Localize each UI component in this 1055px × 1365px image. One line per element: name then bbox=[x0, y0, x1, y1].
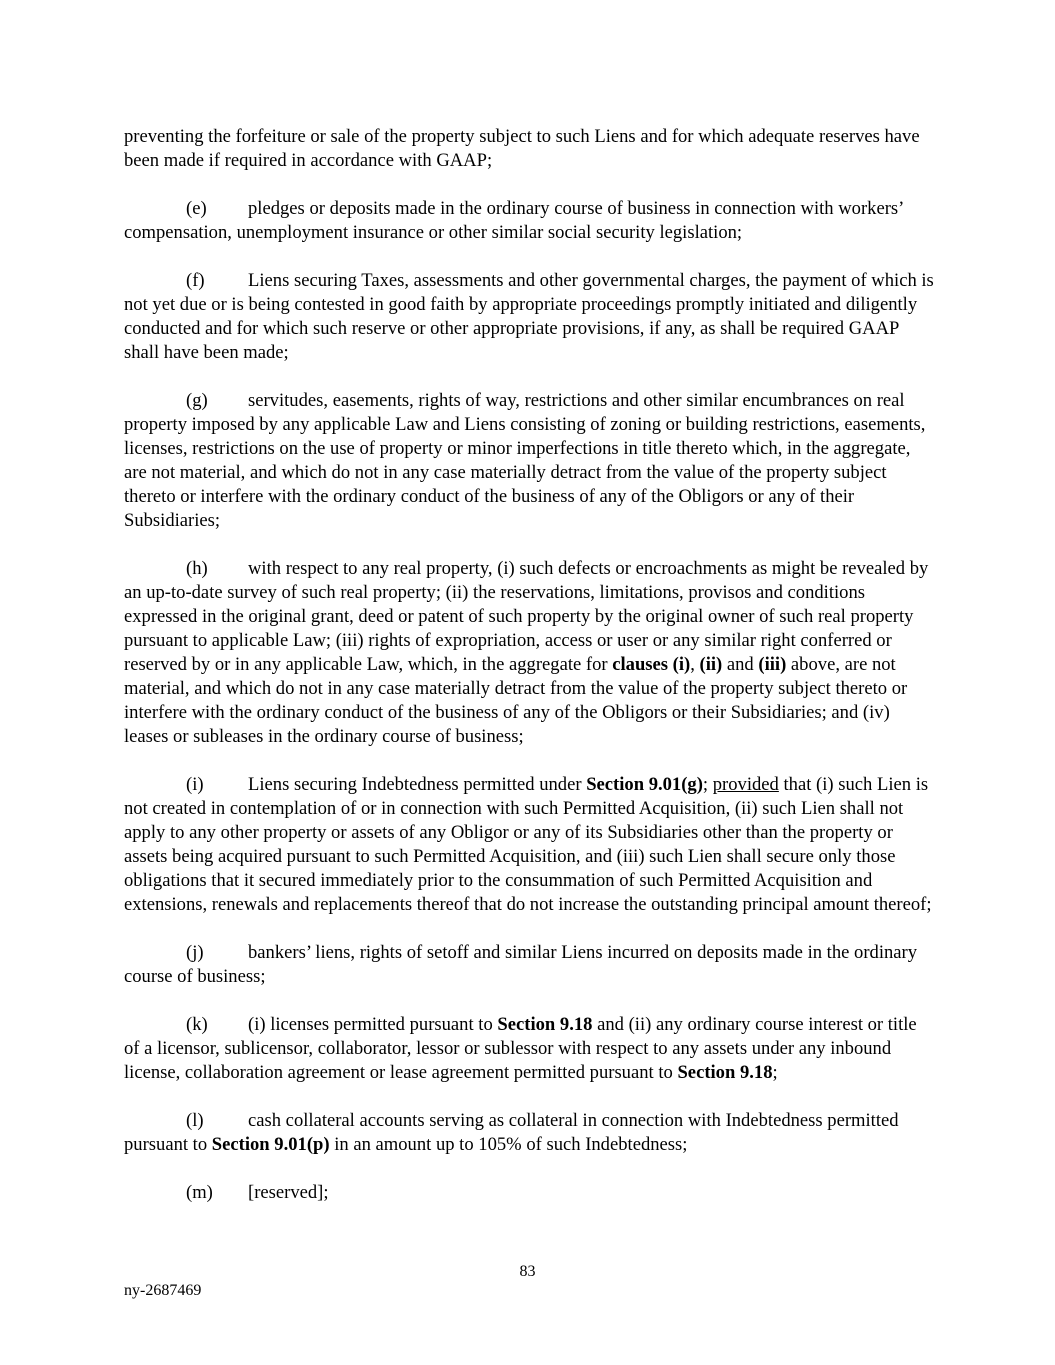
clause-text: above, are not material, and which do not in any case materially detract from the value of the property subject thereto or interfere with the ordinary conduct of the business of any of the Obligors or their Subsidiaries; and (iv) leases or subleases in the ordinary course of business; bbox=[124, 654, 908, 747]
clause-label: (g) bbox=[186, 390, 208, 411]
clause-text: Liens securing Taxes, assessments and other governmental charges, the payment of which is not yet due or is being contested in good faith by appropriate proceedings promptly initiated and diligently conducted and for which such reserve or other appropriate provisions, if any, as shall be required GAAP shall have been made; bbox=[124, 270, 934, 363]
clause-label: (i) bbox=[186, 774, 204, 795]
clause-text: that (i) such Lien is not created in contemplation of or in connection with such Permitted Acquisition, (ii) such Lien shall not apply to any other property or assets of any Obligor or any of its Subsidiaries other than the property or assets being acquired pursuant to such Permitted Acquisition, and (iii) such Lien shall secure only those obligations that it secured immediately prior to the consummation of such Permitted Acquisition and extensions, renewals and replacements thereof that do not increase the outstanding principal amount thereof; bbox=[124, 774, 932, 915]
clause-label: (e) bbox=[186, 198, 207, 219]
clause-label: (m) bbox=[186, 1182, 213, 1203]
clause-text: cash collateral accounts serving as collateral in connection with Indebtedness permitted pursuant to bbox=[124, 1110, 899, 1155]
clause-m bbox=[124, 1181, 934, 1205]
clause-reference: clauses (i) bbox=[612, 654, 691, 675]
page-number: 83 bbox=[519, 1263, 536, 1280]
clause-f bbox=[124, 269, 934, 365]
clause-text: Liens securing Indebtedness permitted under bbox=[248, 774, 587, 795]
clause-label: (j) bbox=[186, 942, 204, 963]
section-reference: Section 9.01(g) bbox=[586, 774, 703, 795]
section-reference: Section 9.01(p) bbox=[211, 1134, 330, 1155]
clause-label: (f) bbox=[186, 270, 205, 291]
clause-text: and (ii) any ordinary course interest or title of a licensor, sublicensor, collaborator, lessor or sublessor with respect to any assets under any inbound license, collaboration agreement or lease agreement permitted pursuant to bbox=[124, 1014, 917, 1083]
clause-text: [reserved]; bbox=[248, 1182, 329, 1203]
clause-k bbox=[124, 1013, 934, 1085]
clause-reference: (iii) bbox=[758, 654, 787, 675]
clause-text: servitudes, easements, rights of way, restrictions and other similar encumbrances on real property imposed by any applicable Law and Liens consisting of zoning or building restrictions, easements, licenses, restrictions on the use of property or minor imperfections in title thereto which, in the aggregate, are not material, and which do not in any case materially detract from the value of the property subject thereto or interfere with the ordinary conduct of the business of any of the Obligors or any of their Subsidiaries; bbox=[124, 390, 926, 531]
paragraph-text: preventing the forfeiture or sale of the property subject to such Liens and for which adequate reserves have been made if required in accordance with GAAP; bbox=[124, 126, 920, 171]
clause-text: pledges or deposits made in the ordinary course of business in connection with workers’ compensation, unemployment insurance or other similar social security legislation; bbox=[124, 198, 903, 243]
paragraph-continuation bbox=[124, 125, 934, 173]
clause-text: and bbox=[722, 654, 759, 675]
document-id: ny-2687469 bbox=[124, 1282, 202, 1299]
clause-label: (k) bbox=[186, 1014, 208, 1035]
clause-l bbox=[124, 1109, 934, 1157]
section-reference: Section 9.18 bbox=[497, 1014, 593, 1035]
clause-text: with respect to any real property, (i) such defects or encroachments as might be revealed by an up-to-date survey of such real property; (ii) the reservations, limitations, provisos and conditions expressed in the original grant, deed or patent of such property by the original owner of such real property pursuant to applicable Law; (iii) rights of expropriation, access or user or any similar right conferred or reserved by or in any applicable Law, which, in the aggregate for bbox=[124, 558, 929, 675]
clause-label: (h) bbox=[186, 558, 208, 579]
clause-text: (i) licenses permitted pursuant to bbox=[248, 1014, 498, 1035]
clause-text: ; bbox=[772, 1062, 778, 1083]
clause-i bbox=[124, 773, 934, 917]
clause-g bbox=[124, 389, 934, 533]
clause-text: in an amount up to 105% of such Indebtedness; bbox=[329, 1134, 688, 1155]
clause-e bbox=[124, 197, 934, 245]
clause-h bbox=[124, 557, 934, 749]
section-reference: Section 9.18 bbox=[677, 1062, 773, 1083]
clause-text: bankers’ liens, rights of setoff and similar Liens incurred on deposits made in the ordinary course of business; bbox=[124, 942, 918, 987]
clause-reference: (ii) bbox=[699, 654, 723, 675]
clause-j bbox=[124, 941, 934, 989]
clause-text: , bbox=[690, 654, 700, 675]
clause-label: (l) bbox=[186, 1110, 204, 1131]
clause-text: ; bbox=[702, 774, 713, 795]
provided-emphasis: provided bbox=[712, 774, 779, 795]
document-body bbox=[124, 125, 934, 1205]
